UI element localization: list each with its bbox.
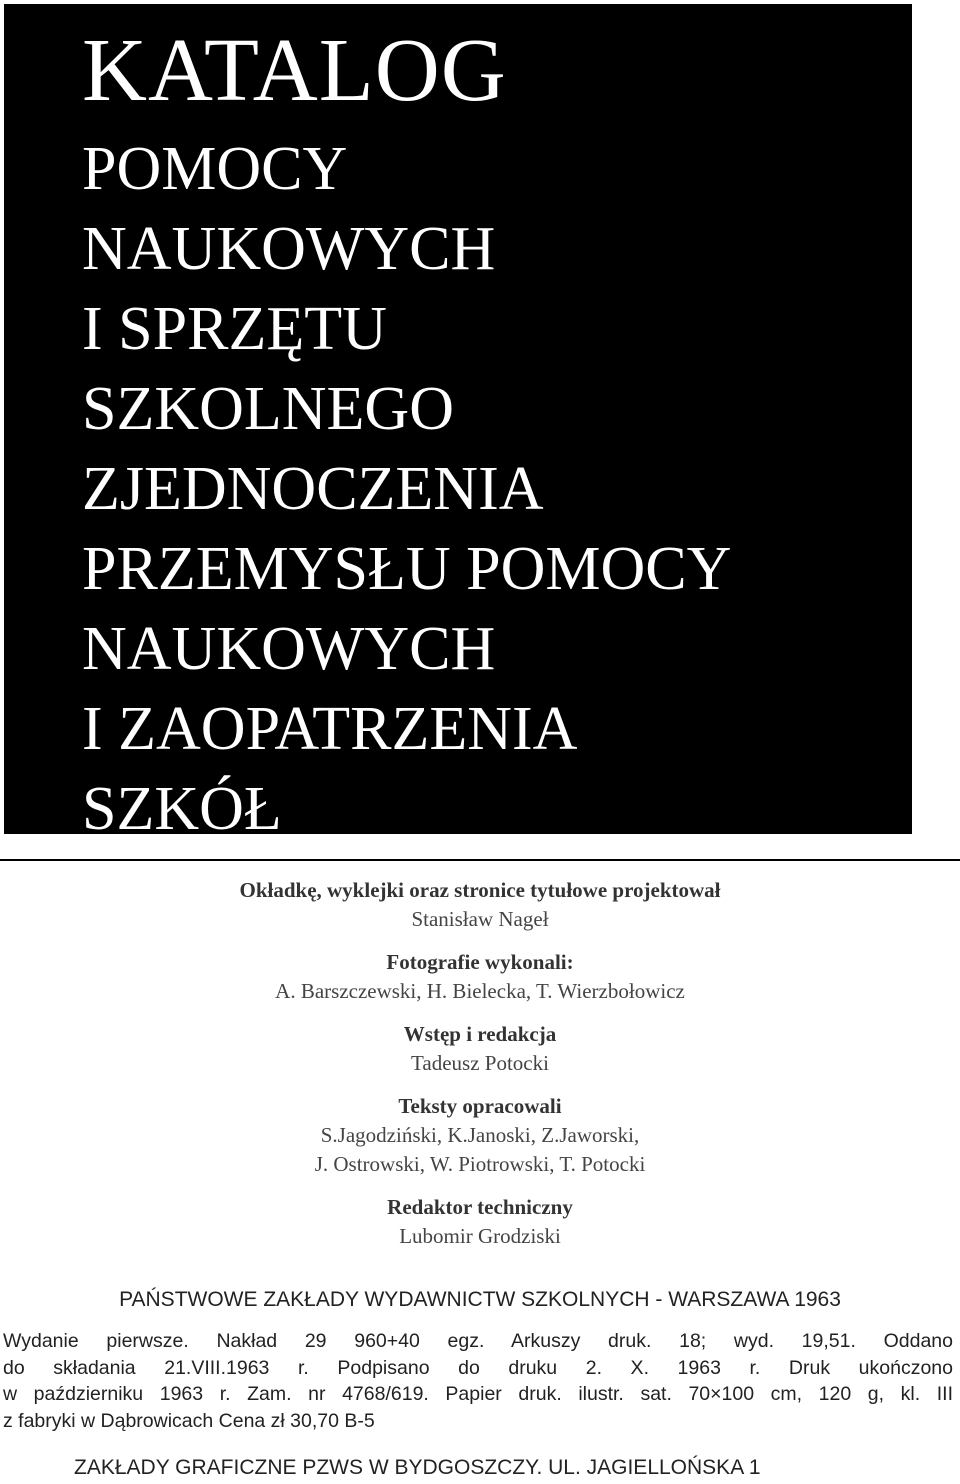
credit-role: Wstęp i redakcja [403, 1022, 557, 1046]
printer-line: ZAKŁADY GRAFICZNE PZWS W BYDGOSZCZY. UL. JAGIELLOŃSKA 1 [74, 1456, 761, 1479]
divider-rule [0, 859, 960, 861]
credit-role: Redaktor techniczny [387, 1195, 573, 1219]
cover-subtitle-line: ZJEDNOCZENIA [82, 455, 544, 523]
cover-subtitle-line: NAUKOWYCH [82, 615, 496, 683]
credits-section [0, 876, 960, 1265]
publisher-line: PAŃSTWOWE ZAKŁADY WYDAWNICTW SZKOLNYCH - WARSZAWA 1963 [119, 1288, 841, 1311]
credit-name: Tadeusz Potocki [411, 1051, 549, 1075]
cover-subtitle-line: POMOCY [82, 135, 348, 203]
cover-subtitle-line: NAUKOWYCH [82, 215, 496, 283]
cover-subtitle-line: I ZAOPATRZENIA [82, 695, 578, 763]
credit-texts [0, 1092, 960, 1179]
credit-name: J. Ostrowski, W. Piotrowski, T. Potocki [314, 1152, 646, 1176]
cover-subtitle-line: PRZEMYSŁU POMOCY [82, 535, 732, 603]
cover-subtitle-line: SZKOLNEGO [82, 375, 454, 443]
cover-subtitle-line: I SPRZĘTU [82, 295, 387, 363]
credit-role: Okładkę, wyklejki oraz stronice tytułowe projektował [239, 878, 721, 902]
cover-subtitle-line: SZKÓŁ [82, 775, 282, 843]
credit-photography [0, 948, 960, 1006]
colophon-line: Wydanie pierwsze. Nakład 29 960+40 egz. Arkuszy druk. 18; wyd. 19,51. Oddano [3, 1330, 953, 1352]
credit-name: Lubomir Grodziski [399, 1224, 561, 1248]
credit-cover-design [0, 876, 960, 934]
cover-block [4, 4, 912, 843]
credit-editing [0, 1020, 960, 1078]
cover-title: KATALOG [82, 21, 507, 120]
cover-subtitle [82, 129, 731, 849]
colophon-line: w październiku 1963 r. Zam. nr 4768/619. Papier druk. ilustr. sat. 70×100 cm, 120 g, kl. III [3, 1383, 953, 1405]
credit-technical-editor [0, 1193, 960, 1251]
colophon-line: z fabryki w Dąbrowicach Cena zł 30,70 B-5 [3, 1409, 375, 1432]
colophon-line: do składania 21.VIII.1963 r. Podpisano do druku 2. X. 1963 r. Druk ukończono [3, 1356, 953, 1379]
credit-role: Fotografie wykonali: [386, 950, 574, 974]
colophon [3, 1328, 953, 1434]
credit-name: Stanisław Nageł [411, 907, 549, 931]
credit-name: S.Jagodziński, K.Janoski, Z.Jaworski, [320, 1123, 640, 1147]
credit-name: A. Barszczewski, H. Bielecka, T. Wierzbołowicz [275, 979, 685, 1003]
credit-role: Teksty opracowali [398, 1094, 562, 1118]
